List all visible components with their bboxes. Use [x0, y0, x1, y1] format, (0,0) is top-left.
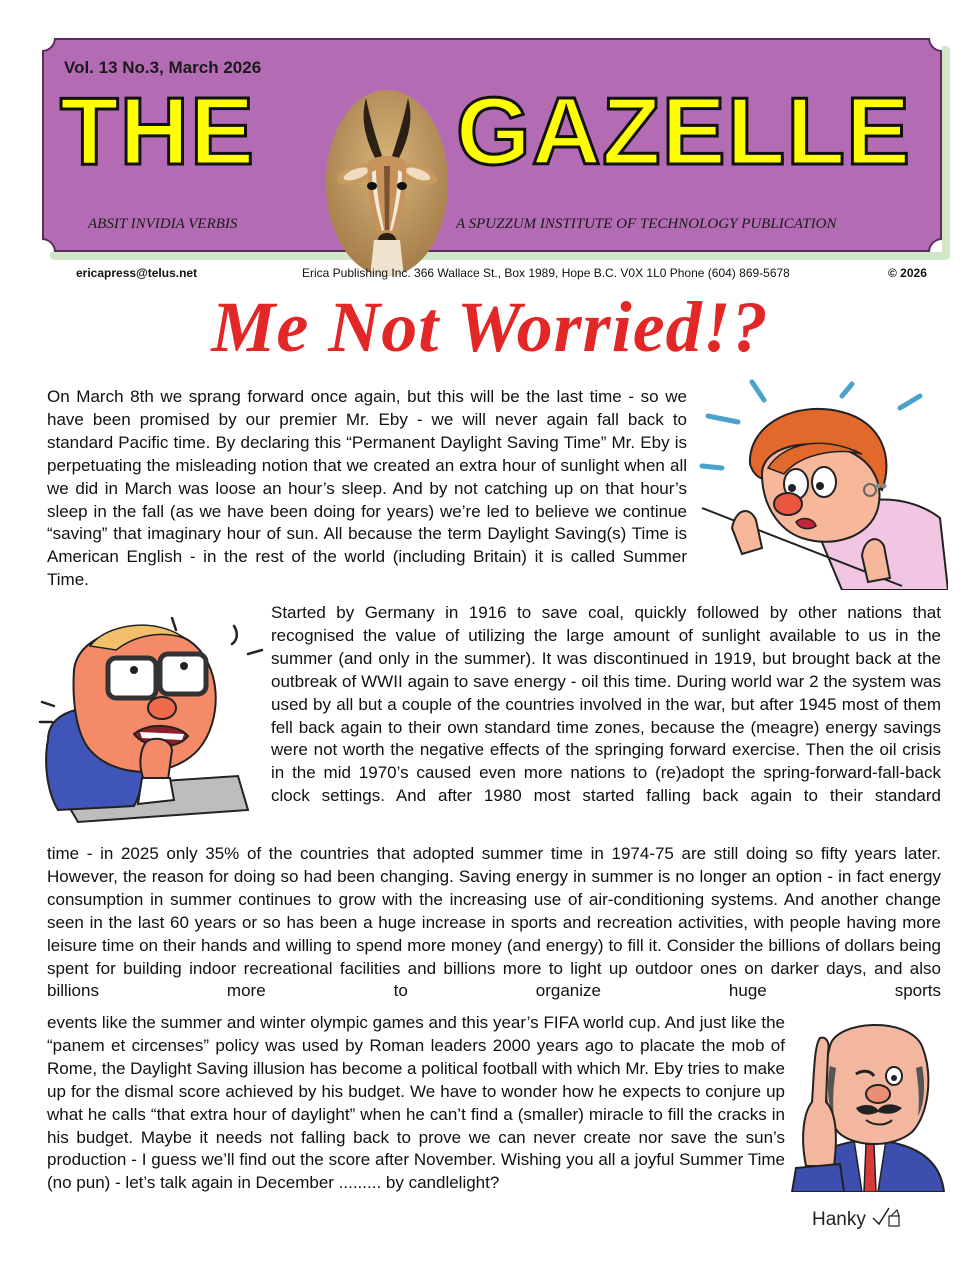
- motto-latin: ABSIT INVIDIA VERBIS: [88, 216, 238, 232]
- masthead-corner: [42, 38, 56, 52]
- gazelle-photo: [326, 90, 448, 276]
- article-paragraph: time - in 2025 only 35% of the countries that adopted summer time in 1974-75 are still doing so fifty years later. However, the reason for doing so had been changing. Saving energy in summer is no longer an option - in fact energy consumption in summer continues to grow with the increasing use of air-conditioning systems. And another change seen in the last 60 years or so has been a huge increase in sports and recreation activities, with people having more leisure time on their hands and willing to spend more money (and energy) to fill it. Consider the billions of dollars being spent for building indoor recreational facilities and billions more to light up outdoor ones on darker days, and also billions more to organize huge sports: [47, 844, 941, 1001]
- email-address: ericapress@telus.net: [76, 266, 198, 280]
- copyright: © 2026: [888, 266, 927, 280]
- signature-name: Hanky: [812, 1209, 866, 1230]
- worried-woman-cartoon: [692, 378, 948, 590]
- author-signature: [812, 1206, 901, 1231]
- masthead-corner: [42, 238, 56, 252]
- masthead-corner: [928, 38, 942, 52]
- hanky-flourish-icon: [871, 1206, 901, 1228]
- title-the: THE: [60, 78, 255, 185]
- title-gazelle: GAZELLE: [456, 78, 911, 185]
- hanky-cartoon: [790, 1016, 950, 1192]
- publisher-address: Erica Publishing Inc. 366 Wallace St., Box 1989, Hope B.C. V0X 1L0 Phone (604) 869-5678: [302, 266, 790, 280]
- masthead-corner: [928, 238, 942, 252]
- masthead: [42, 38, 942, 252]
- article-paragraph: events like the summer and winter olympic games and this year’s FIFA world cup. And just like the “panem et circenses” policy was used by Roman leaders 2000 years ago to placate the mob of Rome, the Daylight Saving illusion has become a political football with which Mr. Eby tries to make up for the dismal score achieved by his budget. We have to wonder how he expects to conjure up what he calls “that extra hour of daylight” when he can’t find a (smaller) miracle to fill the cracks in his budget. Maybe it needs not falling back to prove we can never create nor save the sun’s production - I guess we’ll find out the score after November. Wishing you all a joyful Summer Time (no pun) - let’s talk again in December ......... by candlelight?: [47, 1013, 785, 1193]
- article-paragraph: On March 8th we sprang forward once again, but this will be the last time - so we have been promised by our premier Mr. Eby - we will never again fall back to standard Pacific time. By declaring this “Permanent Daylight Saving Time” Mr. Eby is perpetuating the misleading notion that we created an extra hour of sunlight when all we did in March was loose an hour’s sleep. And by not catching up on that hour’s sleep in the fall (as we have been doing for years) we’re led to believe we continue “saving” that imaginary hour of sun. All because the term Daylight Saving(s) Time is American English - in the rest of the world (including Britain) it is called Summer Time.: [47, 387, 687, 590]
- nervous-man-cartoon: [38, 610, 266, 828]
- article-paragraph: Started by Germany in 1916 to save coal, quickly followed by other nations that recognised the value of utilizing the large amount of sunlight available to us in the summer (and only in the summer). It was discontinued in 1919, but brought back at the outbreak of WWII again to save energy - oil this time. During world war 2 the system was used by all but a couple of the countries involved in the war, but after 1945 most of them fell back again to their own standard time zones, because the (meagre) energy savings were not worth the negative effects of the springing forward exercise. Then the oil crisis in the mid 1970’s caused even more nations to (re)adopt the spring-forward-fall-back clock settings. And after 1980 most started falling back again to their standard: [271, 603, 941, 806]
- issue-line: Vol. 13 No.3, March 2026: [64, 58, 262, 77]
- headline: Me Not Worried!?: [211, 287, 769, 367]
- publisher-tagline: A SPUZZUM INSTITUTE OF TECHNOLOGY PUBLICATION: [456, 216, 837, 232]
